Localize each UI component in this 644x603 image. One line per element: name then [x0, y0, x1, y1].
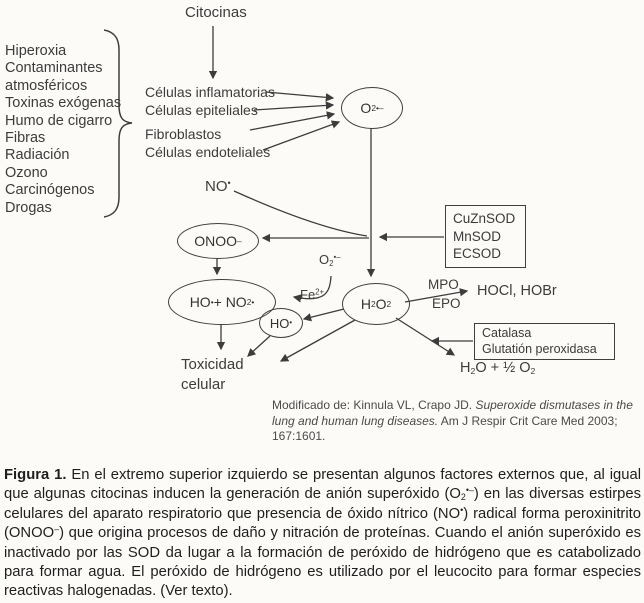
connector-no: [234, 191, 367, 236]
node-hydroxyl: HO •: [259, 308, 303, 338]
sod-box-line: CuZnSOD: [453, 211, 516, 226]
figure-caption-label: Figura 1.: [4, 467, 67, 483]
node-ho-no2: HO • + NO 2 •: [168, 279, 276, 325]
connector-cell-2: [254, 105, 333, 110]
cell-label-epiteliales: Células epiteliales: [145, 102, 258, 118]
connector-cell-4: [263, 122, 339, 150]
factor-list: [5, 43, 121, 217]
factor-line: Toxinas exógenas: [5, 95, 122, 112]
mpo-label: MPO: [428, 277, 459, 292]
epo-label: EPO: [432, 296, 461, 311]
hocl-hobr-label: HOCl, HOBr: [477, 283, 557, 299]
citocinas-label: Citocinas: [185, 4, 247, 21]
citation: [272, 398, 636, 445]
factor-line: Humo de cigarro: [5, 112, 113, 129]
toxicity-label: [181, 355, 244, 395]
arrow-h2o2-to-ho: [304, 309, 344, 319]
no-label: NO•: [205, 178, 231, 195]
arrow-h2o2-to-h2o: [396, 318, 454, 355]
catalase-box: [474, 323, 615, 360]
factor-line: atmosféricos: [5, 77, 88, 94]
citation-suffix: Am J Respir Crit Care Med 2003; 167:1601.: [272, 413, 618, 444]
citation-prefix: Modificado de: Kinnula VL, Crapo JD.: [272, 398, 476, 412]
factor-line: Drogas: [5, 199, 52, 216]
factor-line: Carcinógenos: [5, 182, 95, 199]
sod-box-line: ECSOD: [453, 246, 502, 261]
cell-label-inflamatorias: Células inflamatorias: [145, 84, 275, 100]
catalase-box-line: Catalasa: [482, 326, 532, 340]
iron-label: $Fe^{2+}$: [300, 287, 325, 302]
toxicity-line-1: Toxicidad: [181, 356, 244, 373]
factor-line: Fibras: [5, 130, 46, 147]
factor-line: Ozono: [5, 164, 48, 181]
connector-cell-3: [250, 114, 334, 130]
connector-cell-1: [266, 92, 333, 98]
sod-box-line: MnSOD: [453, 228, 502, 244]
node-superoxide: O 2 •–: [341, 87, 403, 129]
h2o-label: $H_2O$ + ½ $O_2$: [460, 360, 536, 377]
figure-caption-text: En el extremo superior izquierdo se presentan algunos factores externos que, al igual que algunas citocinas inducen la generación de anión superóxido $(O_2^{•-})$ en las diversas estirpes celulares del aparato respiratorio que presencia de óxido nítrico (NO•) radical forma peroxinitrito (ONOO–) que origina procesos de daño y nitración de proteínas. Cuando el anión superóxido es inactivado por las SOD da lugar a la formación de peróxido de hidrógeno que es catabolizado para formar agua. El peróxido de hidrógeno es utilizado por el leucocito para formar especies reactivas halogenadas. (Ver texto).: [4, 467, 641, 600]
factor-line: Contaminantes: [5, 60, 103, 77]
sod-box: [445, 205, 526, 268]
cell-label-fibroblastos: Fibroblastos: [145, 126, 222, 142]
toxicity-line-2: celular: [181, 376, 226, 393]
citation-title: Superoxide dismutases in the lung and human lung diseases.: [272, 398, 633, 428]
arrow-ho-down: [248, 336, 270, 356]
figure-caption: [4, 466, 641, 602]
node-peroxynitrite: ONOO –: [177, 223, 259, 259]
node-h2o2: H 2 O 2: [342, 283, 410, 325]
catalase-box-line: Glutatión peroxidasa: [482, 341, 597, 356]
cell-label-endoteliales: Células endoteliales: [145, 144, 271, 160]
factor-line: Radiación: [5, 147, 70, 164]
factor-line: Hiperoxia: [5, 43, 67, 59]
superoxide-small-label: $O_2^{•-}$: [319, 252, 341, 268]
